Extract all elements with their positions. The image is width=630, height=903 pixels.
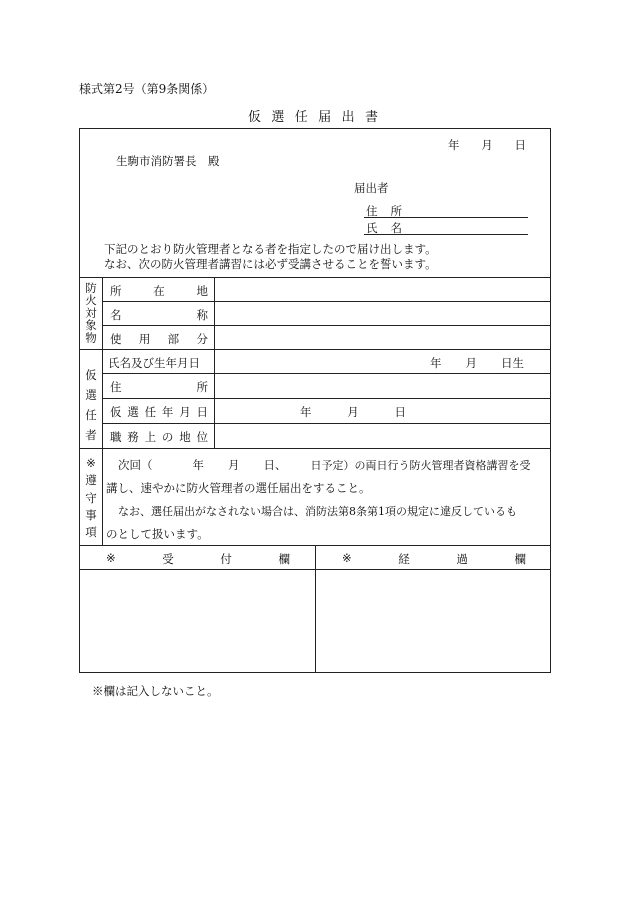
appointment-date-label: 仮 選 任 年 月 日 bbox=[110, 405, 208, 419]
divider bbox=[102, 325, 550, 326]
compliance-label: ※ 遵 守 事 項 bbox=[85, 456, 97, 539]
divider bbox=[102, 373, 550, 374]
job-position-label: 職 務 上 の 地 位 bbox=[110, 430, 208, 444]
fire-object-label: 防 火 対 象 物 bbox=[85, 281, 97, 345]
location-label: 所 在 地 bbox=[110, 284, 208, 298]
divider bbox=[102, 277, 103, 545]
month-label: 月 bbox=[481, 138, 493, 152]
reception-column-header: ※ 受 付 欄 bbox=[106, 551, 290, 566]
compliance-line-1: 次回（ 年 月 日、 日予定）の両日行う防火管理者資格講習を受 bbox=[118, 458, 531, 472]
document-title bbox=[248, 106, 378, 125]
form-number: 様式第2号（第9条関係） bbox=[79, 82, 215, 96]
compliance-line-3: なお、選任届出がなされない場合は、消防法第8条第1項の規定に違反しているも bbox=[118, 505, 517, 518]
notifier-name-label: 氏 名 bbox=[366, 221, 402, 235]
notifier-address-field[interactable] bbox=[364, 217, 528, 218]
compliance-line-4: のとして扱います。 bbox=[106, 527, 209, 541]
year-label: 年 bbox=[448, 138, 460, 152]
notifier-label: 届出者 bbox=[354, 181, 389, 195]
appointee-label: 仮 選 任 者 bbox=[85, 368, 97, 443]
divider bbox=[80, 277, 550, 278]
title-char: 書 bbox=[364, 110, 378, 125]
divider bbox=[315, 545, 316, 673]
progress-column-header: ※ 経 過 欄 bbox=[342, 551, 526, 566]
title-char: 出 bbox=[341, 110, 355, 125]
statement-line-2: なお、次の防火管理者講習には必ず受講させることを誓います。 bbox=[104, 257, 437, 271]
birthdate-suffix: 年 月 日生 bbox=[430, 356, 524, 370]
statement-line-1: 下記のとおり防火管理者となる者を指定したので届け出します。 bbox=[104, 242, 437, 256]
divider bbox=[102, 423, 550, 424]
name-label: 名 称 bbox=[110, 308, 208, 322]
notification-form bbox=[79, 128, 551, 673]
divider bbox=[102, 301, 550, 302]
appointment-date-suffix: 年 月 日 bbox=[300, 405, 406, 419]
title-char: 任 bbox=[294, 110, 308, 125]
notifier-address-label: 住 所 bbox=[366, 204, 402, 218]
day-label: 日 bbox=[514, 138, 526, 152]
footnote: ※欄は記入しないこと。 bbox=[92, 684, 219, 698]
usage-part-label: 使 用 部 分 bbox=[110, 332, 208, 346]
name-birthdate-label: 氏名及び生年月日 bbox=[108, 356, 200, 370]
divider bbox=[80, 349, 550, 350]
notifier-name-field[interactable] bbox=[364, 234, 528, 235]
submission-date bbox=[448, 137, 526, 153]
title-char: 届 bbox=[318, 110, 332, 125]
addressee: 生駒市消防署長 殿 bbox=[116, 154, 220, 168]
appointee-address-label: 住 所 bbox=[110, 380, 208, 394]
divider bbox=[80, 448, 550, 449]
title-char: 仮 bbox=[248, 110, 262, 125]
title-char: 選 bbox=[271, 110, 285, 125]
compliance-line-2: 講し、速やかに防火管理者の選任届出をすること。 bbox=[106, 481, 371, 495]
divider bbox=[214, 277, 215, 448]
divider bbox=[102, 398, 550, 399]
